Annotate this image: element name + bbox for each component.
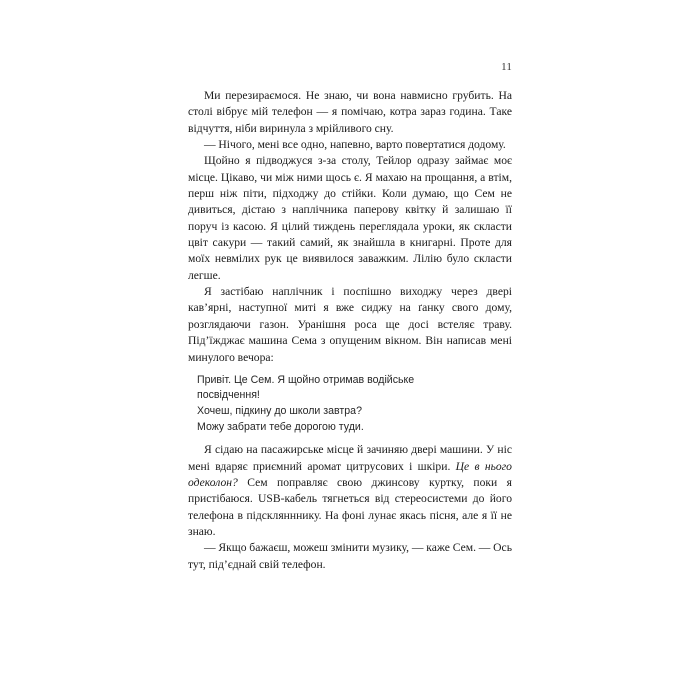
paragraph: Я застібаю наплічник і поспішно виходжу через двері кав’ярні, наступної миті я вже сиджу на ґанку свого дому, розглядаючи газон. Уранішня роса ще досі встеляє траву. Під’їжджає машина Сема з опущеним вікном. Він написав мені минулого вечора: bbox=[188, 285, 512, 364]
message-line: Хочеш, підкину до школи завтра? bbox=[197, 405, 362, 418]
paragraph: Щойно я підводжуся з-за столу, Тейлор одразу займає моє місце. Цікаво, чи між ними щось є. Я махаю на прощання, а втім, перш ніж піти, підходжу до стійки. Коли думаю, що Сем не дивиться, дістаю з наплічника паперову квітку й залишаю її поруч із касою. Я цілий тиждень переглядала уроки, як скласти цвіт сакури — такий самий, як знайшла в книгарні. Проте для моїх невмілих рук це виявилося заважким. Лілію було скласти легше. bbox=[188, 154, 512, 282]
quoted-message-block bbox=[188, 373, 512, 435]
paragraph-text-tail: Сем поправляє свою джинсову куртку, поки я пристібаюся. USB-кабель тягнеться від стереосистеми до його телефона в підсклянннику. На фоні лунає якась пісня, але я її не знаю. bbox=[188, 475, 512, 538]
message-line: посвідчення! bbox=[197, 389, 260, 402]
paragraph: — Нічого, мені все одно, напевно, варто повертатися додому. bbox=[204, 138, 506, 152]
paragraph-text-lead: Я сідаю на пасажирське місце й зачиняю двері машини. У ніс мені вдаряє приємний аромат цитрусових і шкіри. bbox=[188, 443, 512, 473]
message-line: Привіт. Це Сем. Я щойно отримав водійське bbox=[197, 373, 415, 386]
message-line: Можу забрати тебе дорогою туди. bbox=[197, 420, 364, 433]
italic-phrase: Це в нього одеколон? bbox=[188, 459, 512, 489]
paragraph: — Якщо бажаєш, можеш змінити музику, — каже Сем. — Ось тут, під’єднай свій телефон. bbox=[188, 541, 512, 571]
page-number: 11 bbox=[501, 62, 512, 73]
paragraph: Ми перезираємося. Не знаю, чи вона навмисно грубить. На столі вібрує мій телефон — я помічаю, котра зараз година. Таке відчуття, ніби виринула з мрійливого сну. bbox=[188, 89, 512, 135]
paragraph-with-italic bbox=[188, 442, 512, 540]
text-column bbox=[188, 88, 512, 573]
